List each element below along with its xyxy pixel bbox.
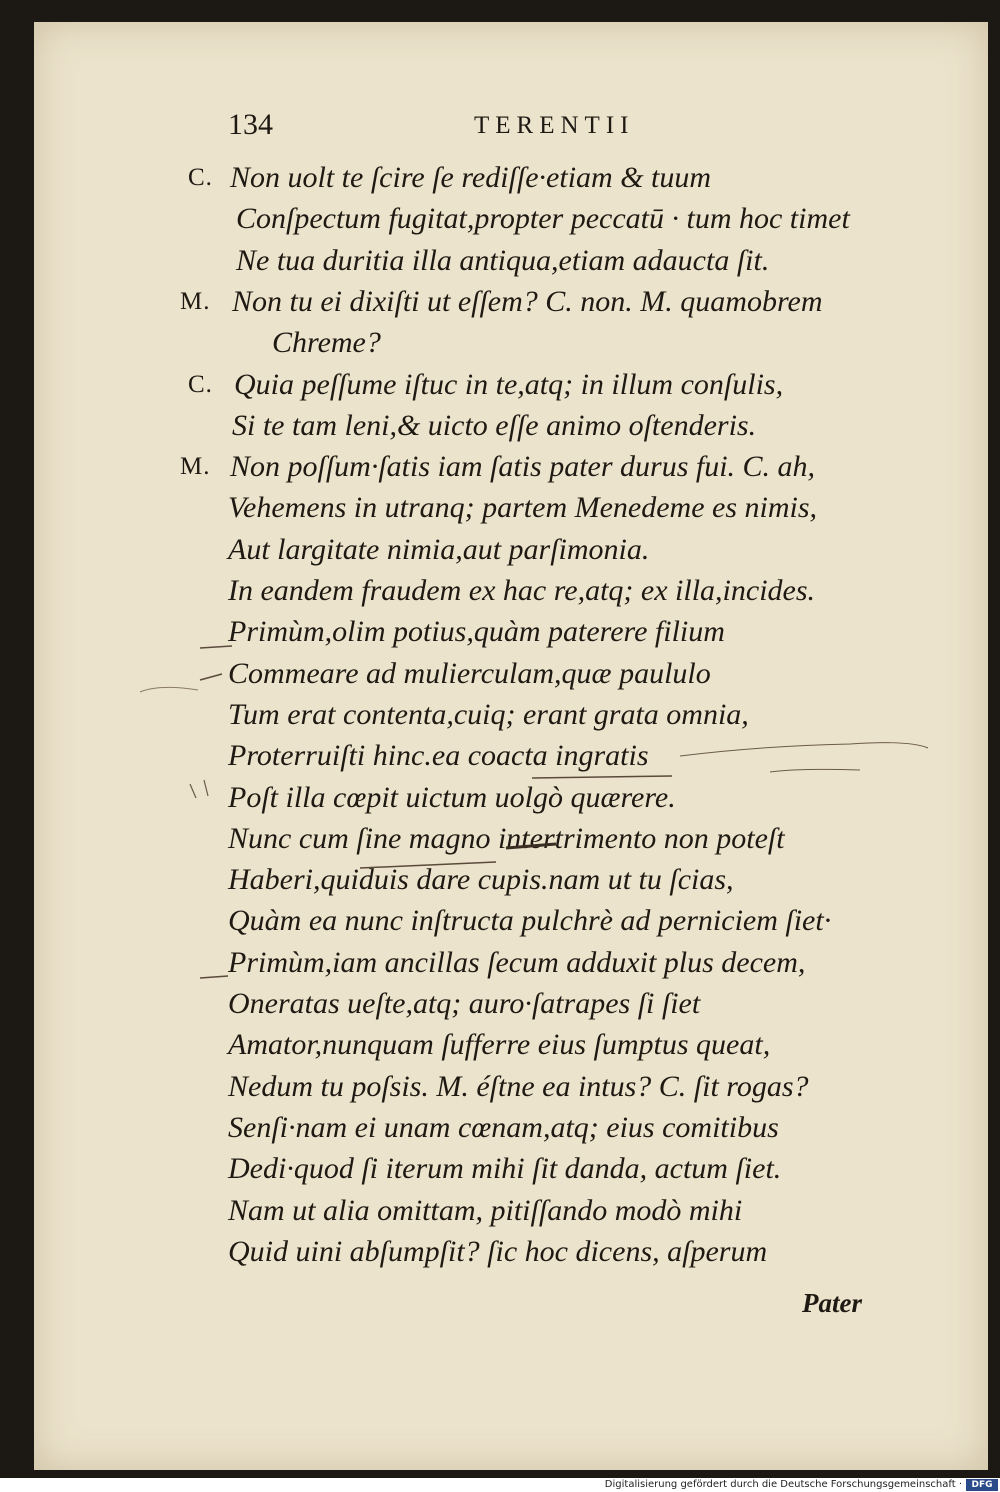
text-line: Amator,nunquam ſufferre eius ſumptus queat,: [228, 1028, 771, 1061]
text-line: Senſi·nam ei unam cœnam,atq; eius comitibus: [228, 1111, 779, 1144]
text-line: Nam ut alia omittam, pitiſſando modò mihi: [228, 1194, 743, 1227]
speaker-label: M.: [180, 453, 211, 480]
text-line: Nunc cum ſine magno intertrimento non poteſt: [228, 822, 785, 855]
speaker-label: C.: [188, 371, 213, 398]
text-line: In eandem fraudem ex hac re,atq; ex illa,incides.: [228, 574, 816, 607]
text-line: Primùm,iam ancillas ſecum adduxit plus decem,: [228, 946, 806, 979]
text-line: Tum erat contenta,cuiq; erant grata omnia,: [228, 698, 749, 731]
speaker-label: M.: [180, 288, 211, 315]
digitization-footer: [0, 1478, 1000, 1492]
text-line: Quid uini abſumpſit? ſic hoc dicens, aſperum: [228, 1235, 768, 1268]
text-line: Poſt illa cœpit uictum uolgò quærere.: [228, 781, 676, 814]
text-line: Dedi·quod ſi iterum mihi ſit danda, actum ſiet.: [228, 1152, 782, 1185]
text-line: Chreme?: [272, 326, 381, 359]
text-line: Non uolt te ſcire ſe rediſſe·etiam & tuum: [230, 161, 712, 194]
text-line: Nedum tu poſsis. M. éſtne ea intus? C. ſit rogas?: [228, 1070, 809, 1103]
text-line: Ne tua duritia illa antiqua,etiam adaucta ſit.: [236, 244, 770, 277]
digitization-note: Digitalisierung gefördert durch die Deutsche Forschungsgemeinschaft ·: [604, 1479, 962, 1490]
text-line: Vehemens in utranq; partem Menedeme es nimis,: [228, 491, 818, 524]
text-line: Conſpectum fugitat,propter peccatū · tum hoc timet: [236, 202, 850, 235]
text-line: Haberi,quiduis dare cupis.nam ut tu ſcias,: [228, 863, 734, 896]
dfg-logo: DFG: [966, 1479, 998, 1491]
text-line: Quia peſſume iſtuc in te,atq; in illum conſulis,: [234, 368, 784, 401]
text-line: Non poſſum·ſatis iam ſatis pater durus fui. C. ah,: [230, 450, 816, 483]
running-title: TERENTII: [474, 112, 635, 139]
page-number: 134: [228, 108, 273, 141]
text-line: Quàm ea nunc inſtructa pulchrè ad perniciem ſiet·: [228, 904, 832, 937]
text-line: Oneratas ueſte,atq; auro·ſatrapes ſi ſiet: [228, 987, 701, 1020]
text-line: Non tu ei dixiſti ut eſſem? C. non. M. quamobrem: [232, 285, 823, 318]
page-header: [0, 108, 1000, 148]
text-line: Si te tam leni,& uicto eſſe animo oſtenderis.: [232, 409, 757, 442]
text-line: Aut largitate nimia,aut parſimonia.: [228, 533, 650, 566]
text-line: Proterruiſti hinc.ea coacta ingratis: [228, 739, 649, 772]
text-line: Primùm,olim potius,quàm paterere filium: [228, 615, 725, 648]
text-line: Commeare ad mulierculam,quæ paululo: [228, 657, 711, 690]
speaker-label: C.: [188, 164, 213, 191]
catchword: Pater: [802, 1288, 862, 1318]
